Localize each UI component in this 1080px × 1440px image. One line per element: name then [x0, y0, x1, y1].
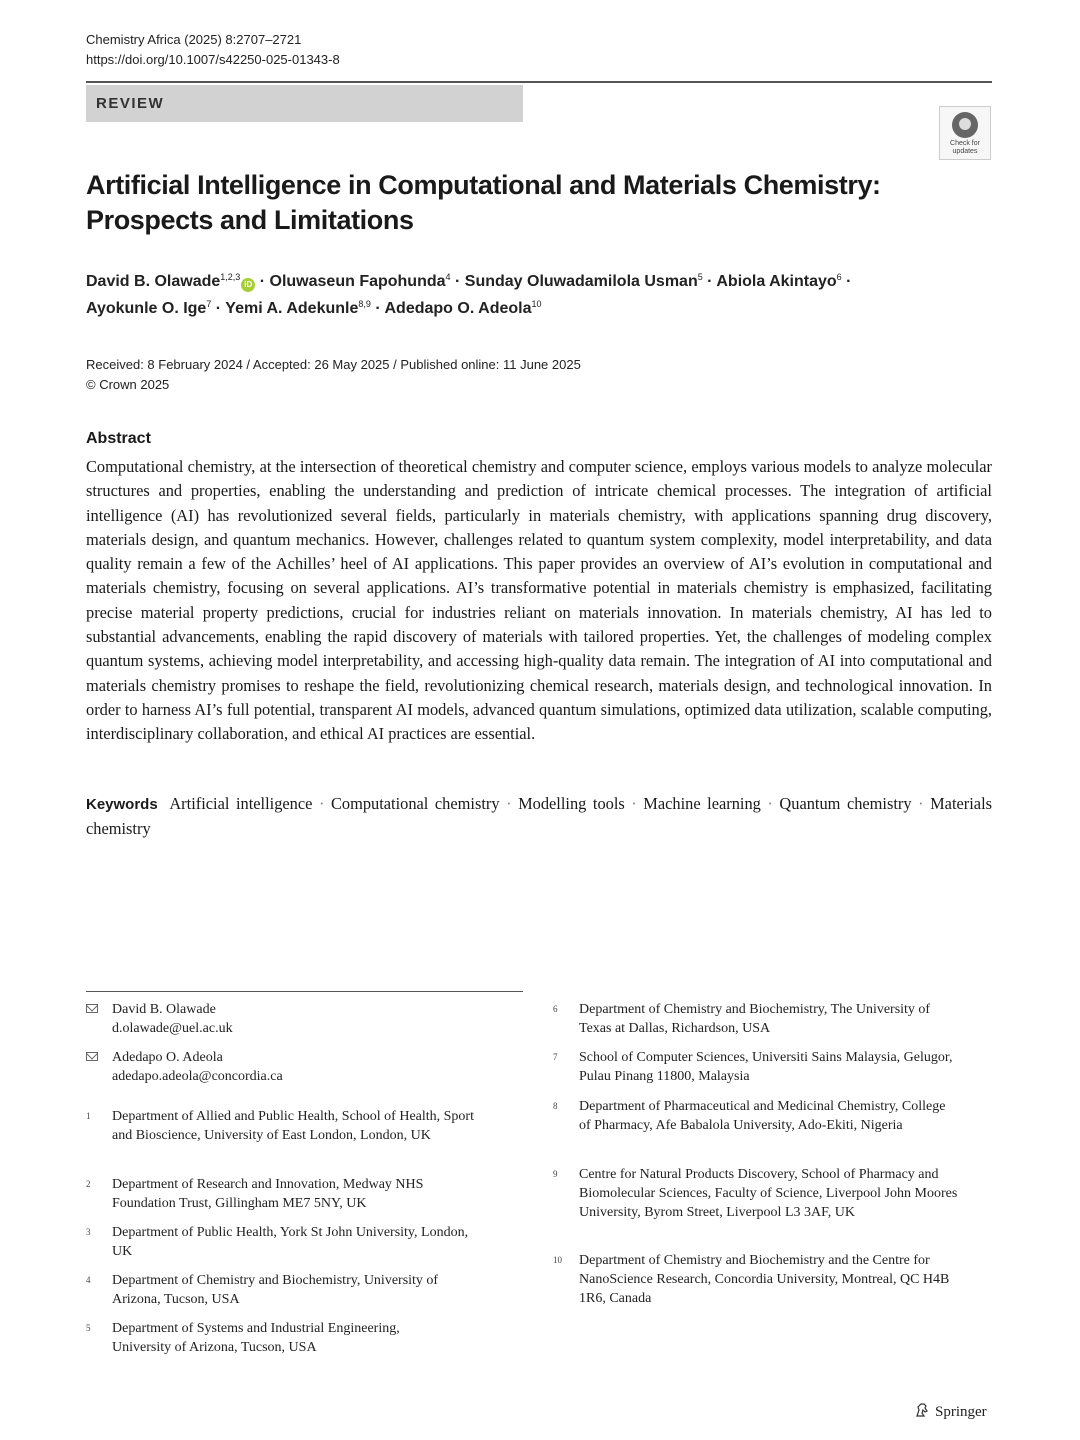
- affiliation-entry: [553, 1251, 973, 1311]
- affiliation-text: School of Computer Sciences, Universiti Sains Malaysia, Gelugor, Pulau Pinang 11800, Malaysia: [579, 1050, 953, 1084]
- keyword[interactable]: Artificial intelligence: [169, 794, 313, 813]
- orcid-icon[interactable]: iD: [241, 278, 255, 292]
- affiliation-entry: [553, 1097, 973, 1157]
- author-name[interactable]: Adedapo O. Adeola: [384, 300, 532, 317]
- correspondence-email[interactable]: d.olawade@uel.ac.uk: [112, 1021, 233, 1036]
- keywords-heading: Keywords: [86, 796, 158, 813]
- affiliation-number: 9: [553, 1169, 558, 1179]
- author-separator: ·: [370, 300, 385, 317]
- affiliation-number: 3: [86, 1227, 91, 1237]
- affiliation-number: 1: [86, 1111, 91, 1121]
- check-for-updates-icon: [952, 112, 978, 138]
- affiliation-number: 10: [553, 1255, 562, 1265]
- correspondence-name: Adedapo O. Adeola: [112, 1050, 223, 1065]
- affiliation-number: 5: [86, 1323, 91, 1333]
- author-affil: 8,9: [358, 299, 371, 309]
- author-affil: 5: [697, 272, 703, 282]
- author-name[interactable]: Abiola Akintayo: [716, 273, 837, 290]
- affiliation-entry: [86, 1319, 486, 1359]
- author-separator: ·: [450, 273, 465, 290]
- badge-label: Check for updates: [950, 140, 980, 155]
- affiliation-number: 2: [86, 1179, 91, 1189]
- keyword-separator: ·: [760, 794, 780, 813]
- keyword[interactable]: Modelling tools: [518, 794, 625, 813]
- correspondence-entry: [86, 1000, 526, 1040]
- keyword[interactable]: Machine learning: [643, 794, 761, 813]
- publication-dates: [86, 355, 581, 395]
- affiliation-entry: [86, 1271, 486, 1311]
- author-separator: ·: [255, 273, 270, 290]
- journal-header: [86, 30, 340, 70]
- article-title: [86, 168, 926, 238]
- abstract-heading: Abstract: [86, 430, 151, 447]
- author-separator: ·: [702, 273, 717, 290]
- author-name[interactable]: Yemi A. Adekunle: [225, 300, 359, 317]
- author-affil: 1,2,3: [220, 272, 241, 282]
- affiliation-text: Department of Chemistry and Biochemistry and the Centre for NanoScience Research, Concordia University, Montreal, QC H4B 1R6, Canada: [579, 1253, 950, 1306]
- affiliation-text: Department of Chemistry and Biochemistry, The University of Texas at Dallas, Richardson, USA: [579, 1002, 931, 1036]
- header-rule: [86, 81, 992, 83]
- author-list: [86, 268, 986, 322]
- affiliation-text: Department of Chemistry and Biochemistry, University of Arizona, Tucson, USA: [112, 1273, 439, 1307]
- affiliation-number: 6: [553, 1004, 558, 1014]
- title-line-1: Artificial Intelligence in Computational and Materials Chemistry:: [86, 170, 881, 200]
- author-affil: 4: [445, 272, 451, 282]
- affiliation-text: Department of Public Health, York St John University, London, UK: [112, 1225, 469, 1259]
- author-separator: ·: [211, 300, 226, 317]
- keyword-separator: ·: [499, 794, 519, 813]
- affiliation-entry: [86, 1107, 486, 1167]
- copyright-line: © Crown 2025: [86, 377, 170, 392]
- author-affil: 7: [206, 299, 212, 309]
- springer-horse-icon: [914, 1402, 930, 1418]
- envelope-icon: [86, 1052, 98, 1061]
- affiliation-text: Centre for Natural Products Discovery, School of Pharmacy and Biomolecular Sciences, Faculty of Science, Liverpool John Moores University, Byrom Street, Liverpool L3 3AF, UK: [579, 1167, 958, 1220]
- affiliation-text: Department of Research and Innovation, Medway NHS Foundation Trust, Gillingham ME7 5NY, UK: [112, 1177, 424, 1211]
- doi-link[interactable]: https://doi.org/10.1007/s42250-025-01343-8: [86, 52, 340, 67]
- author-separator: ·: [841, 273, 852, 290]
- author-name[interactable]: Ayokunle O. Ige: [86, 300, 207, 317]
- affiliation-entry: [86, 1175, 486, 1215]
- author-affil: 6: [836, 272, 842, 282]
- author-name[interactable]: David B. Olawade: [86, 273, 221, 290]
- dates-line: Received: 8 February 2024 / Accepted: 26 May 2025 / Published online: 11 June 2025: [86, 357, 581, 372]
- affiliation-text: Department of Systems and Industrial Engineering, University of Arizona, Tucson, USA: [112, 1321, 400, 1355]
- affiliation-number: 7: [553, 1052, 558, 1062]
- affiliation-entry: [553, 1048, 973, 1088]
- affiliation-number: 4: [86, 1275, 91, 1285]
- affiliation-text: Department of Pharmaceutical and Medicinal Chemistry, College of Pharmacy, Afe Babalola University, Ado-Ekiti, Nigeria: [579, 1099, 946, 1133]
- section-label: REVIEW: [96, 95, 165, 112]
- author-name[interactable]: Oluwaseun Fapohunda: [269, 273, 446, 290]
- envelope-icon: [86, 1004, 98, 1013]
- journal-citation: Chemistry Africa (2025) 8:2707–2721: [86, 32, 302, 47]
- keyword[interactable]: Computational chemistry: [330, 794, 500, 813]
- affiliation-text: Department of Allied and Public Health, School of Health, Sport and Bioscience, University of East London, London, UK: [112, 1109, 474, 1143]
- keyword[interactable]: Quantum chemistry: [779, 794, 912, 813]
- keyword[interactable]: Materials chemistry: [86, 794, 993, 838]
- publisher-logo: [914, 1402, 987, 1421]
- correspondence-entry: [86, 1048, 526, 1088]
- footnote-rule: [86, 991, 523, 992]
- keyword-separator: ·: [624, 794, 644, 813]
- affiliation-entry: [553, 1165, 973, 1243]
- author-name[interactable]: Sunday Oluwadamilola Usman: [464, 273, 698, 290]
- keyword-separator: ·: [911, 794, 931, 813]
- affiliation-entry: [553, 1000, 973, 1040]
- affiliation-entry: [86, 1223, 486, 1263]
- title-line-2: Prospects and Limitations: [86, 205, 414, 235]
- abstract-body: Computational chemistry, at the intersection of theoretical chemistry and computer science, employs various models to analyze molecular structures and properties, enabling the understanding and prediction of intricate chemical processes. The integration of artificial intelligence (AI) has revolutionized several fields, particularly in materials chemistry, with applications spanning drug discovery, materials design, and quantum mechanics. However, challenges related to quantum system complexity, model interpretability, and data quality remain a few of the Achilles’ heel of AI applications. This paper provides an overview of AI’s evolution in computational and materials chemistry, focusing on several applications. AI’s transformative potential in materials chemistry is emphasized, facilitating precise material property predictions, crucial for industries reliant on materials innovation. In materials chemistry, AI has led to substantial advancements, enabling the rapid discovery of materials with tailored properties. Yet, the challenges of modeling complex quantum systems, achieving model interpretability, and accessing high-quality data remain. The integration of AI into computational and materials chemistry promises to reshape the field, revolutionizing chemical research, materials design, and technological innovation. In order to harness AI’s full potential, transparent AI models, advanced quantum simulations, optimized data utilization, scalable computing, interdisciplinary collaboration, and ethical AI practices are essential.: [86, 457, 992, 744]
- keyword-separator: ·: [312, 794, 331, 813]
- check-for-updates-badge[interactable]: [939, 106, 991, 160]
- affiliation-number: 8: [553, 1101, 558, 1111]
- publisher-name: Springer: [935, 1404, 987, 1420]
- correspondence-email[interactable]: adedapo.adeola@concordia.ca: [112, 1069, 283, 1084]
- keywords: [86, 792, 992, 841]
- correspondence-name: David B. Olawade: [112, 1002, 216, 1017]
- author-affil: 10: [531, 299, 542, 309]
